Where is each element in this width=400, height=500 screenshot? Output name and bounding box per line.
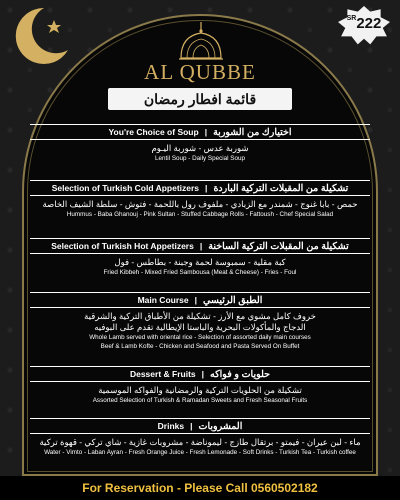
section-soup [30, 124, 370, 163]
section-header: Dessert & Fruits | حلويات و فواكه [30, 366, 370, 382]
section-title-ar: اختيارك من الشوربة [213, 126, 292, 138]
section-drinks [30, 418, 370, 457]
section-items-ar: حمص - بابا غنوج - شمندر مع الزبادي - ملفوف رول باللحمة - فتوش - سلطة الشيف الخاصة [42, 199, 358, 209]
section-title-en: Selection of Turkish Cold Appetizers [51, 183, 200, 193]
price-badge [338, 6, 390, 46]
section-items-en: Lentil Soup - Daily Special Soup [155, 155, 245, 162]
brand-name: AL QUBBE [144, 60, 256, 84]
section-items-en: Assorted Selection of Turkish & Ramadan Sweets and Fresh Seasonal Fruits [92, 397, 308, 404]
section-title-ar: الطبق الرئيسي [202, 294, 263, 306]
section-main-course [30, 292, 370, 351]
section-title-en: Main Course [137, 295, 189, 305]
section-cold-appetizers [30, 180, 370, 219]
section-title-ar: تشكيلة من المقبلات التركية الباردة [213, 182, 349, 194]
section-title-ar: حلويات و فواكه [210, 368, 271, 380]
section-header: Selection of Turkish Hot Appetizers | تشكيلة من المقبلات التركية الساخنة [30, 238, 370, 254]
section-items-ar: شوربة عدس - شوربة اليـوم [151, 143, 249, 153]
menu-title: قائمة افطار رمضان [108, 88, 292, 110]
section-items-en: Water - Vimto - Laban Ayran - Fresh Orange Juice - Fresh Lemonade - Soft Drinks - Turkish Tea - Turkish coffee [44, 449, 356, 456]
section-title-ar: تشكيلة من المقبلات التركية الساخنة [208, 240, 349, 252]
section-items-ar: كبة مقلية - سمبوسة لحمة وجبنة - بطاطس - فول [114, 257, 286, 267]
section-title-en: You're Choice of Soup [108, 127, 199, 137]
section-title-ar: المشروبات [198, 420, 243, 432]
section-items-en: Hummus - Baba Ghanouj - Pink Sultan - Stuffed Cabbage Rolls - Fattoush - Chef Special Salad [66, 211, 334, 218]
section-header: Main Course | الطبق الرئيسي [30, 292, 370, 308]
section-hot-appetizers [30, 238, 370, 277]
section-items-en: Whole Lamb served with oriental rice - Selection of assorted daily main courses [89, 334, 311, 341]
section-header: Selection of Turkish Cold Appetizers | تشكيلة من المقبلات التركية الباردة [30, 180, 370, 196]
section-title-en: Selection of Turkish Hot Appetizers [51, 241, 194, 251]
section-items-ar: تشكيلة من الحلويات التركية والرمضانية والفواكه الموسمية [98, 385, 302, 395]
price-value: $^{SR}$222 [346, 15, 382, 32]
mosque-dome-icon [175, 22, 227, 62]
section-items-ar: خروف كامل مشوي مع الأرز - تشكيلة من الأطباق التركية والشرقية [84, 311, 316, 321]
section-items-ar: ماء - لبن عيران - فيمتو - برتقال طازج - ليموناضة - مشروبات غازية - شاي تركي - قهوة تركية [39, 437, 361, 447]
section-title-en: Dessert & Fruits [129, 369, 196, 379]
section-items-ar: الدجاج والمأكولات البحرية والباستا الإيطالية تقدم على البوفيه [94, 322, 306, 332]
section-title-en: Drinks [157, 421, 185, 431]
section-header: Drinks | المشروبات [30, 418, 370, 434]
reservation-footer: For Reservation - Please Call 0560502182 [0, 476, 400, 500]
section-items-en: Fried Kibbeh - Mixed Fried Sambousa (Meat & Cheese) - Fries - Foul [103, 269, 297, 276]
section-dessert [30, 366, 370, 405]
section-header: You're Choice of Soup | اختيارك من الشوربة [30, 124, 370, 140]
section-items-en: Beef & Lamb Kofte - Chicken and Seafood and Pasta Served On Buffet [100, 343, 300, 350]
